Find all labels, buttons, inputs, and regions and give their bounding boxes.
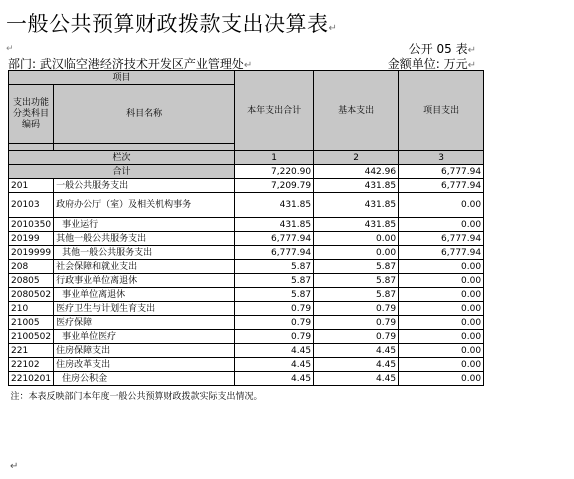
row-name: 一般公共服务支出 [54,179,235,193]
row-code: 20199 [9,232,54,246]
header-col1: 本年支出合计 [235,71,314,151]
row-value-1: 0.79 [235,302,314,316]
department-label: 部门: 武汉临空港经济技术开发区产业管理处↵ [8,57,253,71]
total-value-1: 7,220.90 [235,165,314,179]
row-name: 医疗卫生与计划生育支出 [54,302,235,316]
row-value-1: 6,777.94 [235,232,314,246]
header-col3: 项目支出 [399,71,484,151]
row-value-3: 0.00 [399,358,484,372]
header-code: 支出功能分类科目编码 [9,85,54,144]
row-value-3: 6,777.94 [399,232,484,246]
row-value-2: 431.85 [314,179,399,193]
table-row [9,316,484,330]
row-value-3: 0.00 [399,330,484,344]
row-value-2: 0.79 [314,316,399,330]
row-code: 22102 [9,358,54,372]
table-row [9,344,484,358]
row-code: 201 [9,179,54,193]
row-code: 2080502 [9,288,54,302]
row-value-1: 0.79 [235,330,314,344]
row-value-3: 0.00 [399,193,484,218]
row-value-2: 0.00 [314,232,399,246]
header-spacer [9,144,54,151]
row-value-1: 0.79 [235,316,314,330]
row-value-3: 0.00 [399,218,484,232]
unit-label: 金额单位: 万元↵ [387,57,476,71]
row-value-3: 0.00 [399,288,484,302]
total-value-2: 442.96 [314,165,399,179]
row-name: 事业运行 [54,218,235,232]
row-value-3: 0.00 [399,260,484,274]
row-value-1: 431.85 [235,193,314,218]
row-name: 事业单位离退休 [54,288,235,302]
row-value-1: 4.45 [235,344,314,358]
row-name: 医疗保障 [54,316,235,330]
document-title [6,8,337,38]
row-value-2: 0.00 [314,246,399,260]
row-name: 住房保障支出 [54,344,235,358]
row-name: 住房改革支出 [54,358,235,372]
header-spacer [54,144,235,151]
table-row [9,246,484,260]
table-row [9,302,484,316]
total-row [9,165,484,179]
header-col2: 基本支出 [314,71,399,151]
row-value-1: 7,209.79 [235,179,314,193]
table-row [9,274,484,288]
row-name: 其他一般公共服务支出 [54,246,235,260]
row-value-2: 0.79 [314,330,399,344]
row-value-2: 4.45 [314,358,399,372]
row-name: 政府办公厅（室）及相关机构事务 [54,193,235,218]
row-value-1: 6,777.94 [235,246,314,260]
title-text: 一般公共预算财政拨款支出决算表 [6,12,329,36]
row-value-3: 0.00 [399,274,484,288]
line-number-2: 2 [314,151,399,165]
row-name: 社会保障和就业支出 [54,260,235,274]
row-value-2: 431.85 [314,218,399,232]
row-value-2: 431.85 [314,193,399,218]
line-number-3: 3 [399,151,484,165]
row-value-3: 6,777.94 [399,246,484,260]
row-code: 20103 [9,193,54,218]
total-value-3: 6,777.94 [399,165,484,179]
note-row [9,386,484,406]
row-value-2: 4.45 [314,372,399,386]
row-code: 20805 [9,274,54,288]
row-value-1: 4.45 [235,358,314,372]
row-name: 事业单位医疗 [54,330,235,344]
line-number-row [9,151,484,165]
table-row [9,358,484,372]
row-value-1: 5.87 [235,260,314,274]
row-value-1: 4.45 [235,372,314,386]
row-code: 210 [9,302,54,316]
row-code: 2010350 [9,218,54,232]
table-row [9,330,484,344]
row-value-3: 0.00 [399,344,484,358]
row-value-3: 6,777.94 [399,179,484,193]
row-value-1: 431.85 [235,218,314,232]
row-code: 208 [9,260,54,274]
row-code: 221 [9,344,54,358]
row-name: 行政事业单位离退休 [54,274,235,288]
table-row [9,232,484,246]
table-row [9,288,484,302]
table-row [9,260,484,274]
table-row [9,372,484,386]
row-value-2: 0.79 [314,302,399,316]
row-value-3: 0.00 [399,372,484,386]
row-value-2: 5.87 [314,260,399,274]
row-name: 其他一般公共服务支出 [54,232,235,246]
row-code: 2210201 [9,372,54,386]
header-name: 科目名称 [54,85,235,144]
row-value-2: 4.45 [314,344,399,358]
line-label: 栏次 [9,151,235,165]
table-row [9,179,484,193]
return-mark: ↵ [328,23,338,34]
row-code: 2100502 [9,330,54,344]
table-row [9,193,484,218]
header-project: 项目 [9,71,235,85]
row-value-2: 5.87 [314,288,399,302]
budget-table [8,70,484,405]
row-name: 住房公积金 [54,372,235,386]
footer-mark: ↵ [10,461,19,472]
table-row [9,218,484,232]
row-value-2: 5.87 [314,274,399,288]
row-value-3: 0.00 [399,302,484,316]
total-label: 合计 [9,165,235,179]
row-value-1: 5.87 [235,274,314,288]
line-number-1: 1 [235,151,314,165]
return-mark: ↵ [6,44,14,54]
row-value-3: 0.00 [399,316,484,330]
header-row-project [9,71,484,85]
form-code: 公开 05 表↵ [408,42,476,56]
row-code: 2019999 [9,246,54,260]
note-text: 注：本表反映部门本年度一般公共预算财政拨款实际支出情况。 [9,386,484,406]
row-code: 21005 [9,316,54,330]
row-value-1: 5.87 [235,288,314,302]
